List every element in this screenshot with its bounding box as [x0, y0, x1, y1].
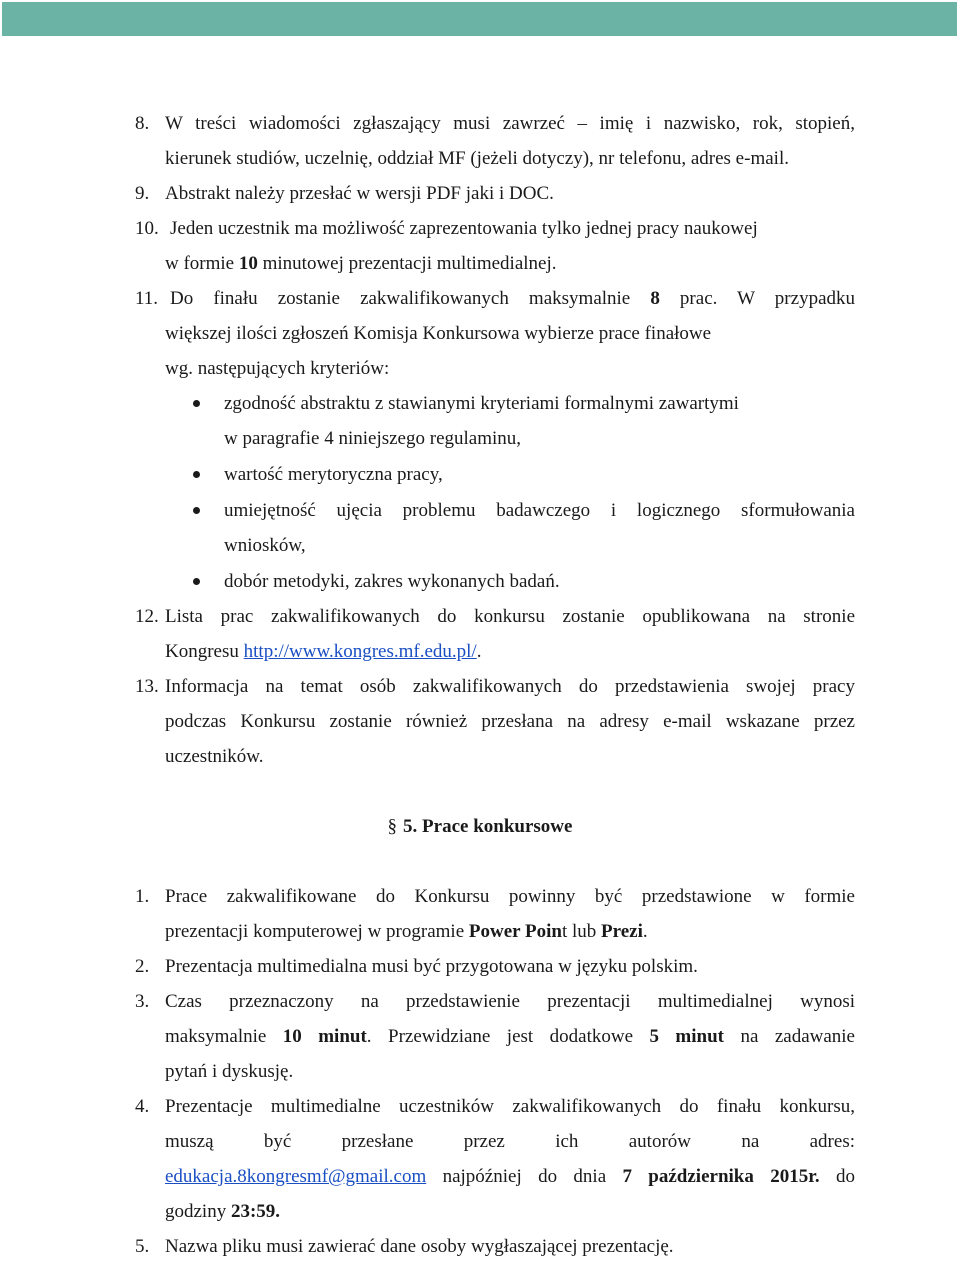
item-text: Czas przeznaczony na przedstawienie prezentacji multimedialnej wynosi	[165, 991, 855, 1012]
item-text: Kongresu http://www.kongres.mf.edu.pl/.	[165, 641, 482, 662]
section-sign-icon: §	[387, 816, 398, 837]
list-item-9	[0, 176, 960, 211]
bullet-text: w paragrafie 4 niniejszego regulaminu,	[224, 428, 522, 449]
bullet-icon	[193, 507, 200, 514]
list-item-13-cont	[0, 704, 960, 739]
item-text: Prezentacja multimedialna musi być przygotowana w języku polskim.	[165, 956, 698, 977]
item-text: muszą być przesłane przez ich autorów na adres:	[165, 1131, 855, 1152]
item-number: 3.	[135, 991, 150, 1012]
item-text: Jeden uczestnik ma możliwość zaprezentowania tylko jednej pracy naukowej	[170, 218, 758, 239]
list-item-8-cont	[0, 141, 960, 176]
list2-item-2	[0, 949, 960, 984]
bullet-text: dobór metodyki, zakres wykonanych badań.	[224, 571, 560, 592]
item-number: 8.	[135, 113, 150, 134]
list-item-13	[0, 669, 960, 704]
list-item-11-cont	[0, 316, 960, 351]
bullet-item	[0, 457, 960, 492]
list2-item-4-cont	[0, 1124, 960, 1159]
list2-item-5	[0, 1229, 960, 1264]
bullet-text: wartość merytoryczna pracy,	[224, 464, 443, 485]
bullet-text: wniosków,	[224, 535, 306, 556]
list2-item-3	[0, 984, 960, 1019]
list2-item-3-cont	[0, 1019, 960, 1054]
item-text: większej ilości zgłoszeń Komisja Konkursowa wybierze prace finałowe	[165, 323, 712, 344]
item-number: 12.	[135, 606, 159, 627]
item-number: 4.	[135, 1096, 150, 1117]
item-text: wg. następujących kryteriów:	[165, 358, 390, 379]
kongres-link[interactable]: http://www.kongres.mf.edu.pl/	[243, 641, 477, 662]
list-item-11	[0, 281, 960, 316]
bullet-text: umiejętność ujęcia problemu badawczego i logicznego sformułowania	[224, 500, 855, 521]
section-title: 5. Prace konkursowe	[403, 816, 573, 837]
item-text: pytań i dyskusję.	[165, 1061, 294, 1082]
bullet-text: zgodność abstraktu z stawianymi kryteriami formalnymi zawartymi	[224, 393, 739, 414]
list-item-11-cont2	[0, 351, 960, 386]
item-text: maksymalnie 10 minut. Przewidziane jest dodatkowe 5 minut na zadawanie	[165, 1026, 855, 1047]
bullet-item	[0, 386, 960, 421]
item-text: w formie 10 minutowej prezentacji multimedialnej.	[165, 253, 557, 274]
list-item-10-cont	[0, 246, 960, 281]
list2-item-4-cont2	[0, 1159, 960, 1194]
list-item-10	[0, 211, 960, 246]
email-link[interactable]: edukacja.8kongresmf@gmail.com	[165, 1166, 427, 1187]
bullet-icon	[193, 400, 200, 407]
item-text: kierunek studiów, uczelnię, oddział MF (jeżeli dotyczy), nr telefonu, adres e-mail.	[165, 148, 789, 169]
item-text: Do finału zostanie zakwalifikowanych maksymalnie 8 prac. W przypadku	[170, 288, 856, 309]
list-item-12	[0, 599, 960, 634]
item-text: Prezentacje multimedialne uczestników zakwalifikowanych do finału konkursu,	[165, 1096, 855, 1117]
item-text: edukacja.8kongresmf@gmail.com najpóźniej do dnia 7 października 2015r. do	[165, 1166, 855, 1187]
item-text: Prace zakwalifikowane do Konkursu powinny być przedstawione w formie	[165, 886, 855, 907]
list2-item-1-cont	[0, 914, 960, 949]
item-number: 10.	[135, 218, 159, 239]
item-text: Informacja na temat osób zakwalifikowanych do przedstawienia swojej pracy	[165, 676, 855, 697]
item-text: uczestników.	[165, 746, 264, 767]
item-text: podczas Konkursu zostanie również przesłana na adresy e-mail wskazane przez	[165, 711, 855, 732]
item-number: 5.	[135, 1236, 150, 1257]
bullet-item	[0, 564, 960, 599]
list2-item-4	[0, 1089, 960, 1124]
bullet-item-cont	[0, 528, 960, 563]
bullet-item	[0, 493, 960, 528]
list-item-13-cont2	[0, 739, 960, 774]
bullet-icon	[193, 578, 200, 585]
item-text: Lista prac zakwalifikowanych do konkursu zostanie opublikowana na stronie	[165, 606, 855, 627]
list-item-12-cont	[0, 634, 960, 669]
list-item-8	[0, 106, 960, 141]
item-number: 11.	[135, 288, 159, 309]
bullet-item-cont	[0, 421, 960, 456]
item-text: godziny 23:59.	[165, 1201, 281, 1222]
list2-item-3-cont2	[0, 1054, 960, 1089]
list2-item-4-cont3	[0, 1194, 960, 1229]
item-text: Abstrakt należy przesłać w wersji PDF jaki i DOC.	[165, 183, 554, 204]
section-heading	[0, 809, 960, 844]
item-number: 9.	[135, 183, 150, 204]
bullet-icon	[193, 471, 200, 478]
item-number: 1.	[135, 886, 150, 907]
item-number: 13.	[135, 676, 159, 697]
item-number: 2.	[135, 956, 150, 977]
item-text: W treści wiadomości zgłaszający musi zawrzeć – imię i nazwisko, rok, stopień,	[165, 113, 855, 134]
item-text: prezentacji komputerowej w programie Power Point lub Prezi.	[165, 921, 648, 942]
item-text: Nazwa pliku musi zawierać dane osoby wygłaszającej prezentację.	[165, 1236, 674, 1257]
list2-item-1	[0, 879, 960, 914]
